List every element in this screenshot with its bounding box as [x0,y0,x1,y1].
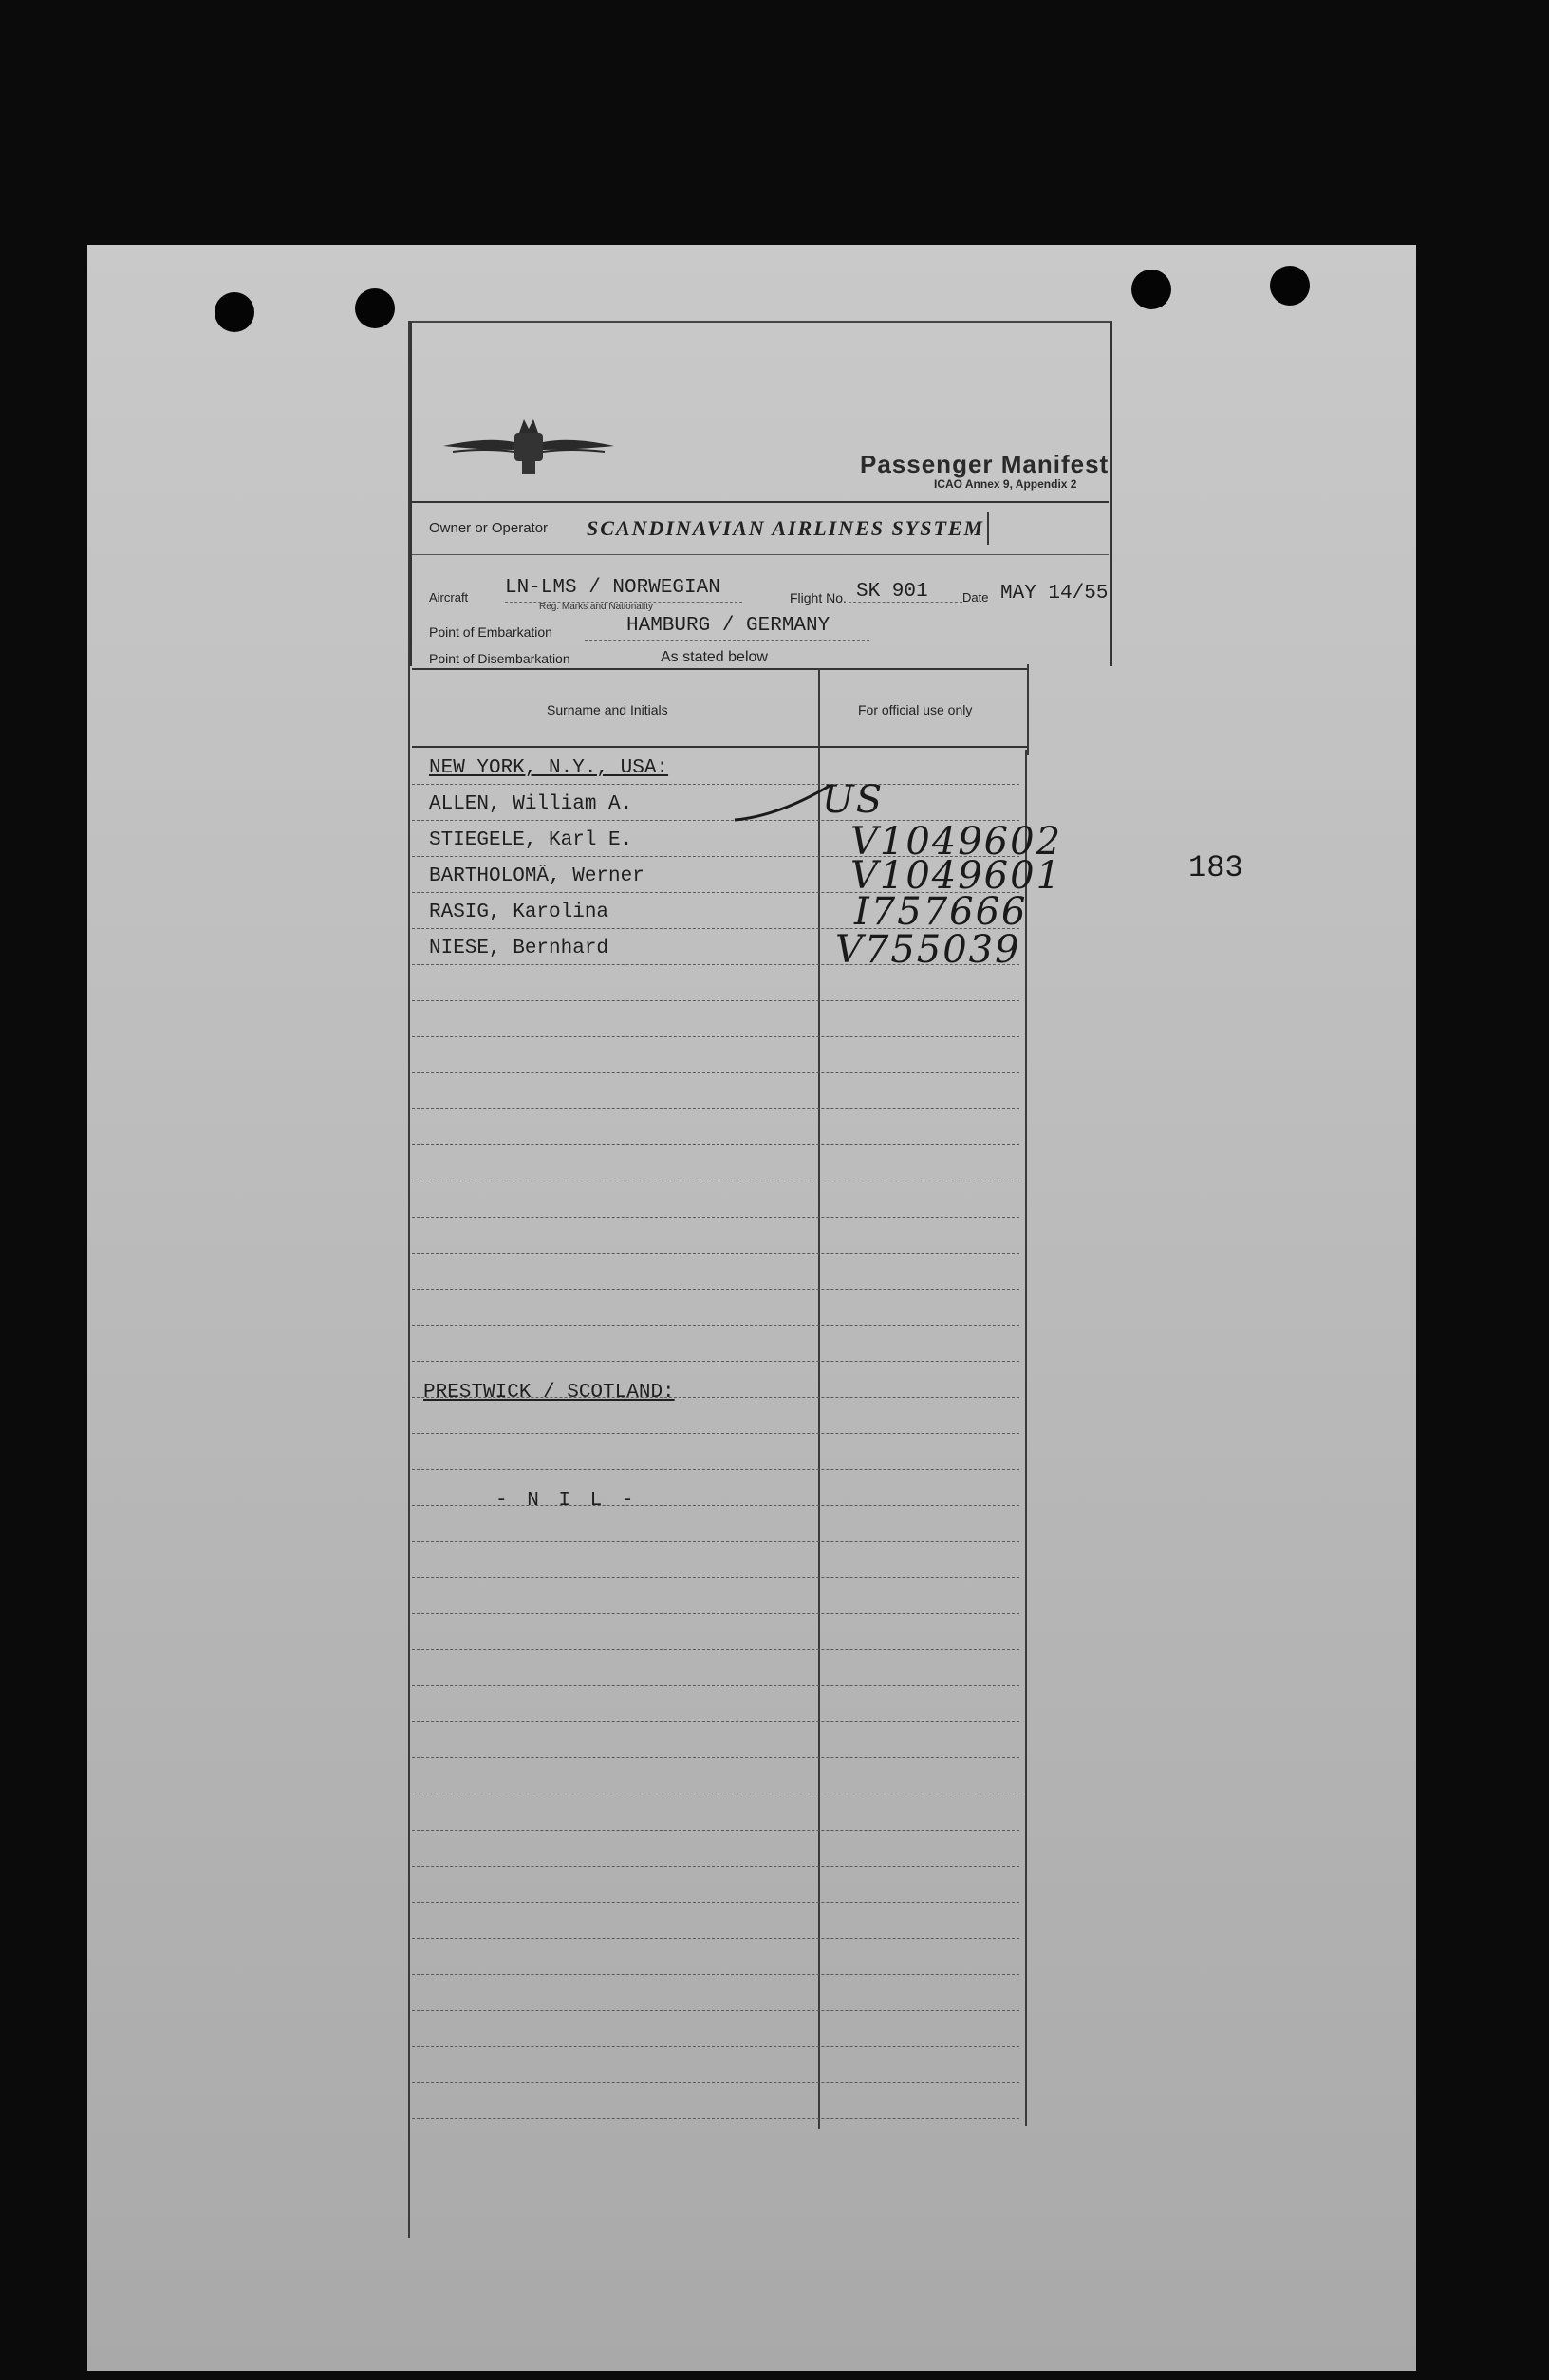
table-rule-line [412,1866,1019,1867]
punch-hole-4 [1270,266,1310,306]
table-rule-line [412,1938,1019,1939]
nil-note: - N I L - [495,1490,638,1512]
table-rule-line [412,1072,1019,1073]
table-column-divider [818,668,820,2129]
column-header-official: For official use only [858,702,973,717]
table-rule-line [412,2046,1019,2047]
table-rule-line [412,1108,1019,1109]
official-entry-4: I757666 [854,890,1028,934]
manifest-subtitle: ICAO Annex 9, Appendix 2 [934,477,1077,491]
owner-label: Owner or Operator [429,520,549,536]
table-rule-line [412,1577,1019,1578]
table-rule-line [412,1253,1019,1254]
page-number: 183 [1188,850,1243,885]
official-entry-3: V1049601 [850,854,1063,898]
aircraft-label: Aircraft [429,590,469,604]
table-rule-line [412,1325,1019,1326]
punch-hole-2 [355,288,395,328]
table-rule-line [412,2118,1019,2119]
disembarkation-value: As stated below [661,649,768,665]
table-rule-line [412,1685,1019,1686]
table-rule-line [412,1721,1019,1722]
official-entry-1: US [822,778,885,822]
table-rule-line [412,1757,1019,1758]
table-rule-line [412,1469,1019,1470]
table-rule-line [412,1361,1019,1362]
table-rule-line [412,1217,1019,1218]
passenger-name-2: STIEGELE, Karl E. [429,829,633,851]
punch-hole-3 [1131,270,1171,309]
table-rule-line [412,784,1019,785]
table-rule-line [412,1036,1019,1037]
destination-heading-new-york: NEW YORK, N.Y., USA: [429,757,669,779]
aircraft-note: Reg. Marks and Nationality [539,602,654,612]
table-rule-line [412,1613,1019,1614]
passenger-name-5: NIESE, Bernhard [429,938,609,959]
table-rule-line [412,1000,1019,1001]
table-rule-line [412,1649,1019,1650]
passenger-name-1: ALLEN, William A. [429,793,633,815]
table-rule-line [412,1541,1019,1542]
column-header-name: Surname and Initials [547,702,668,717]
manifest-title: Passenger Manifest [860,450,1110,478]
punch-hole-1 [215,292,254,332]
official-entry-2: V1049602 [850,820,1063,864]
table-rule-line [412,1289,1019,1290]
table-rule-line [412,1144,1019,1145]
airline-logo-icon [439,416,619,482]
table-rule-line [412,1902,1019,1903]
date-value: MAY 14/55 [1000,583,1109,604]
date-label: Date [962,590,989,604]
table-rule-line [412,2010,1019,2011]
table-rule-line [412,1433,1019,1434]
embarkation-label: Point of Embarkation [429,624,552,640]
aircraft-value: LN-LMS / NORWEGIAN [505,577,720,599]
table-rule-line [412,2082,1019,2083]
handwritten-stroke [731,778,835,826]
flight-label: Flight No. [790,590,847,605]
table-rule-line [412,1830,1019,1831]
owner-value: SCANDINAVIAN AIRLINES SYSTEM [587,516,985,540]
passenger-name-4: RASIG, Karolina [429,902,609,923]
flight-value: SK 901 [856,581,928,603]
passenger-name-3: BARTHOLOMÄ, Werner [429,865,644,887]
disembarkation-label: Point of Disembarkation [429,651,570,666]
official-entry-5: V755039 [835,928,1021,972]
embarkation-value: HAMBURG / GERMANY [626,615,830,637]
table-rule-line [412,1974,1019,1975]
destination-heading-prestwick: PRESTWICK / SCOTLAND: [423,1382,675,1404]
